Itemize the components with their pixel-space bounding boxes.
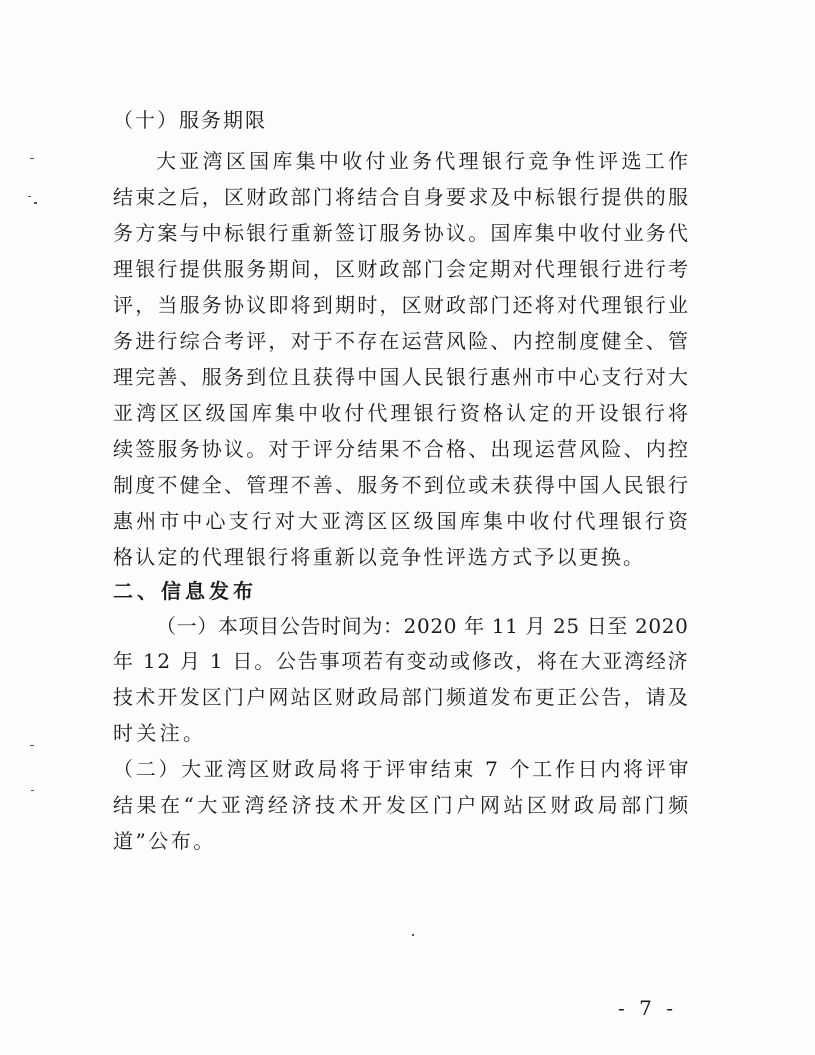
paragraph-line: 惠州市中心支行对大亚湾区区级国库集中收付代理银行资 [113,509,692,533]
paragraph-line: 大亚湾区国库集中收付业务代理银行竞争性评选工作 [156,149,692,173]
paragraph-line: 制度不健全、管理不善、服务不到位或未获得中国人民银行 [113,473,691,497]
paragraph-line: 结果在“大亚湾经济技术开发区门户网站区财政局部门频 [113,793,692,817]
paragraph-line: （一）本项目公告时间为：2020 年 11 月 25 日至 2020 [156,614,689,638]
paragraph-line: 结束之后，区财政部门将结合自身要求及中标银行提供的服 [113,185,691,209]
paragraph-line: 年 12 月 1 日。公告事项若有变动或修改，将在大亚湾经济 [113,649,690,673]
section-heading-info-release: 二、信息发布 [113,579,257,603]
page-number: - 7 - [618,996,677,1020]
paragraph-line: 务方案与中标银行重新签订服务协议。国库集中收付业务代 [113,221,691,245]
paragraph-line: 技术开发区门户网站区财政局部门频道发布更正公告，请及 [113,685,691,709]
scan-speck [30,745,34,746]
paragraph-line: 道”公布。 [113,829,216,853]
scan-speck [34,202,37,204]
paragraph-line: 格认定的代理银行将重新以竞争性评选方式予以更换。 [113,545,646,569]
scan-speck [412,934,414,936]
scan-speck [28,196,31,197]
paragraph-line: 时关注。 [113,721,207,745]
paragraph-line: 理银行提供服务期间，区财政部门会定期对代理银行进行考 [113,257,691,281]
paragraph-line: 理完善、服务到位且获得中国人民银行惠州市中心支行对大 [113,365,691,389]
scan-speck [31,790,34,791]
paragraph-line: 务进行综合考评，对于不存在运营风险、内控制度健全、管 [113,329,691,353]
paragraph-line: 评，当服务协议即将到期时，区财政部门还将对代理银行业 [113,293,691,317]
paragraph-line: 续签服务协议。对于评分结果不合格、出现运营风险、内控 [113,437,691,461]
paragraph-line: 亚湾区区级国库集中收付代理银行资格认定的开设银行将 [113,401,692,425]
scan-speck [30,158,34,159]
section-heading-service-period: （十）服务期限 [113,108,267,132]
paragraph-line: （二）大亚湾区财政局将于评审结束 7 个工作日内将评审 [113,757,692,781]
